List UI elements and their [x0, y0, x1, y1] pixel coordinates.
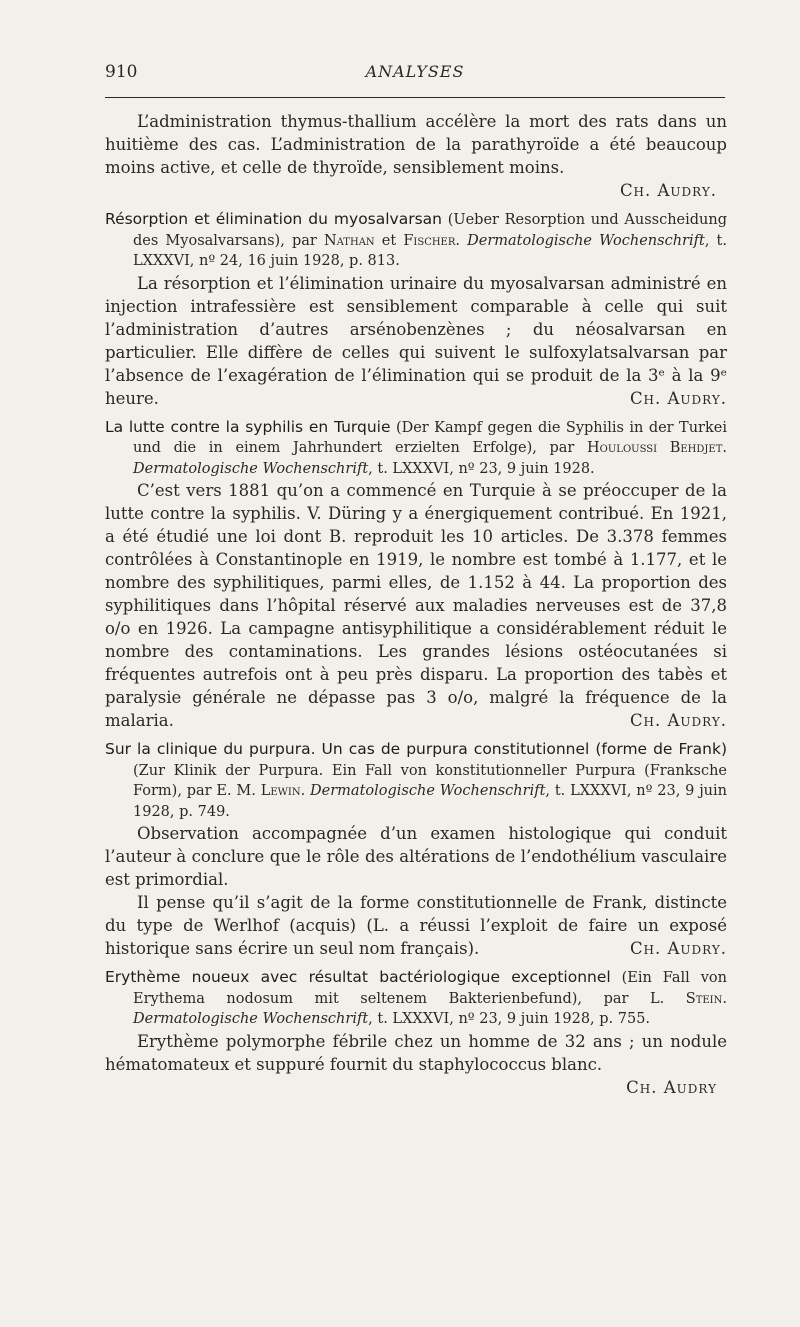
entry-4-author: Stein — [685, 990, 723, 1007]
entry-1-signature: Ch. Audry. — [629, 388, 727, 408]
entry-2-author: Houloussi Behdjet — [587, 440, 723, 456]
entry-3-text-2: Il pense qu’il s’agit de la forme constitutionnelle de Frank, distincte du type de Werlhof (acquis) (L. a réussi l’exploit de faire un exposé historique sans écrire un seul nom français). Ch. Audry. — [105, 893, 727, 958]
abstract-entry-3 — [105, 739, 727, 960]
page-body — [105, 110, 727, 1099]
entry-1-journal: Dermatologische Wochenschrift — [467, 232, 705, 249]
entry-1-heading: Résorption et élimination du myosalvarsan (Ueber Resorption und Ausscheidung des Myosalvarsans), par Nathan et Fischer. Dermatologische Wochenschrift, t. LXXXVI, nº 24, 16 juin 1928, p. 813. — [105, 210, 727, 269]
running-title: ANALYSES — [365, 62, 465, 81]
entry-2-title: La lutte contre la syphilis en Turquie — [105, 417, 391, 436]
intro-paragraph: L’administration thymus-thallium accélère la mort des rats dans un huitième des cas. L’administration de la parathyroïde a été beaucoup moins active, et celle de thyroïde, sensiblement moins. — [105, 112, 727, 177]
entry-4-heading: Erythème noueux avec résultat bactériologique exceptionnel (Ein Fall von Erythema nodosum mit seltenem Bakterienbefund), par L. Stein. Dermatologische Wochenschrift, t. LXXXVI, nº 23, 9 juin 1928, p. 755. — [105, 968, 727, 1027]
entry-3-text-1: Observation accompagnée d’un examen histologique qui conduit l’auteur à conclure que le rôle des altérations de l’endothélium vasculaire est primordial. — [105, 824, 727, 889]
abstract-entry-4 — [105, 967, 727, 1099]
entry-1-text: La résorption et l’élimination urinaire du myosalvarsan administré en injection intrafessière est sensiblement comparable à celle qui suit l’administration d’autres arsénobenzènes ; du néosalvarsan en particulier. Elle diffère de celles qui suivent le sulfoxylatsalvarsan par l’absence de l’exagération de l’élimination qui se produit de la 3ᵉ à la 9ᵉ heure. Ch. Audry. — [105, 273, 727, 408]
entry-4-title: Erythème noueux avec résultat bactériologique exceptionnel — [105, 968, 611, 986]
entry-4-text: Erythème polymorphe fébrile chez un homme de 32 ans ; un nodule hématomateux et suppuré fournit du staphylococcus blanc. — [105, 1031, 727, 1074]
entry-1-title: Résorption et élimination du myosalvarsan — [105, 210, 443, 228]
entry-4-signature: Ch. Audry — [626, 1077, 717, 1097]
entry-3-title: Sur la clinique du purpura. Un cas de purpura constitutionnel (forme de Frank) — [105, 740, 727, 758]
intro-signature: Ch. Audry. — [619, 181, 717, 200]
entry-3-author: Lewin — [260, 783, 301, 799]
abstract-entry-1 — [105, 209, 727, 410]
entry-2-text: C’est vers 1881 qu’on a commencé en Turquie à se préoccuper de la lutte contre la syphilis. V. Düring y a énergiquement contribué. En 1921, a été étudié une loi dont B. reproduit les 10 articles. De 3.378 femmes contrôlées à Constantinople en 1919, le nombre est tombé à 1.177, et le nombre des syphilitiques, parmi elles, de 1.152 à 44. La proportion des syphilitiques dans l’hôpital réservé aux maladies nerveuses est de 37,8 o/o en 1926. La campagne antisyphilitique a considérablement réduit le nombre des contaminations. Les grandes lésions ostéocutanées si fréquentes autrefois ont à peu près disparu. La proportion des tabès et paralysie générale ne dépasse pas 3 o/o, malgré la fréquence de la malaria. Ch. Audry. — [105, 481, 727, 730]
entry-1-author-1: Nathan — [323, 232, 375, 249]
entry-2-signature: Ch. Audry. — [629, 711, 727, 730]
entry-4-journal: Dermatologische Wochenschrift — [133, 1011, 369, 1027]
abstract-entry-2 — [105, 417, 727, 733]
entry-3-signature: Ch. Audry. — [629, 939, 727, 958]
page-header — [105, 62, 725, 102]
page-number: 910 — [105, 62, 138, 82]
entry-2-heading: La lutte contre la syphilis en Turquie (Der Kampf gegen die Syphilis in der Turkei und die in einem Jahrhundert erzielten Erfolge), par Houloussi Behdjet. Dermatologische Wochenschrift, t. LXXXVI, nº 23, 9 juin 1928. — [105, 417, 727, 477]
entry-2-journal: Dermatologische Wochenschrift — [133, 460, 369, 477]
entry-1-author-2: Fischer — [403, 232, 456, 249]
entry-3-journal: Dermatologische Wochenschrift — [310, 783, 546, 799]
entry-3-heading: Sur la clinique du purpura. Un cas de purpura constitutionnel (forme de Frank) (Zur Klinik der Purpura. Ein Fall von konstitutionneller Purpura (Franksche Form), par E. M. Lewin. Dermatologische Wochenschrift, t. LXXXVI, nº 23, 9 juin 1928, p. 749. — [105, 740, 727, 820]
header-rule — [105, 97, 725, 98]
